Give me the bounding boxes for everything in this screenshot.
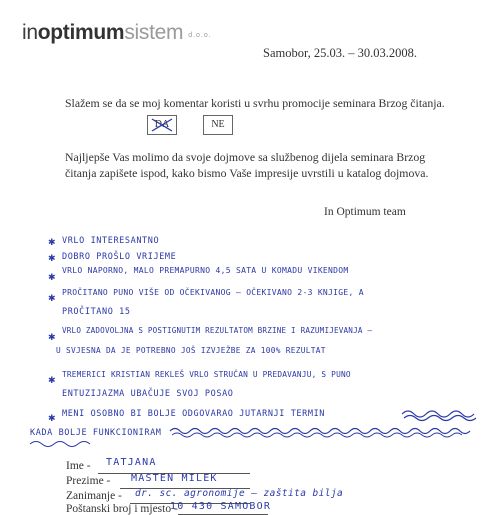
bullet-star-icon: ✱ [48,254,56,264]
handwritten-line: KADA BOLJE FUNKCIONIRAM [30,428,162,438]
bullet-star-icon: ✱ [48,376,56,386]
company-logo [22,21,212,45]
handwritten-line: MENI OSOBNO BI BOLJE ODGOVARAO JUTARNJI TERMIN [62,409,326,419]
logo-part-optimum: optimum [37,21,125,44]
checkbox-da[interactable] [147,115,177,135]
handwritten-line: U SVJESNA DA JE POTREBNO JOŠ IZVJEŽBE ZA 100% REZULTAT [56,346,326,355]
posta-label: Poštanski broj i mjesto - [66,503,178,515]
team-signature: In Optimum team [324,206,406,218]
consent-text: Slažem se da se moj komentar koristi u svrhu promocije seminara Brzog čitanja. [65,96,445,110]
handwritten-line: TREMERICI KRISTIAN REKLEŠ VRLO STRUČAN U PREDAVANJU, S PUNO [62,370,351,379]
handwritten-line: VRLO INTERESANTNO [62,236,160,246]
checkbox-ne-label: NE [211,119,225,130]
prezime-field[interactable]: MASTEN MILEK [131,473,218,484]
posta-field[interactable]: 10 430 SAMOBOR [170,501,272,512]
bullet-star-icon: ✱ [48,273,56,283]
handwritten-line: DOBRO PROŠLO VRIJEME [62,252,177,262]
check-mark-icon [148,116,176,134]
request-line-1: Najljepše Vas molimo da svoje dojmove sa službenog dijela seminara Brzog [65,150,426,164]
handwritten-line: VRLO NAPORNO, MALO PREMAPURNO 4,5 SATA U KOMADU VIKENDOM [62,266,349,275]
zanimanje-label: Zanimanje - [66,490,122,502]
handwritten-line: PROČITANO 15 [62,307,131,317]
handwritten-line: VRLO ZADOVOLJNA S POSTIGNUTIM REZULTATOM BRZINE I RAZUMIJEVANJA – [62,326,373,335]
checkbox-ne[interactable] [203,115,233,135]
logo-part-sistem: sistem [124,21,184,44]
prezime-label: Prezime - [66,475,111,487]
request-line-2: čitanja zapišete ispod, kako bismo Vaše impresije uvrstili u katalog dojmova. [65,166,429,180]
handwritten-line: ENTUZIJAZMA UBAČUJE SVOJ POSAO [62,389,234,399]
ime-field[interactable]: TATJANA [106,457,157,468]
place-date: Samobor, 25.03. – 30.03.2008. [263,46,418,60]
bullet-star-icon: ✱ [48,294,56,304]
bullet-star-icon: ✱ [48,238,56,248]
handwritten-line: PROČITANO PUNO VIŠE OD OČEKIVANOG – OČEKIVANO 2-3 KNJIGE, A [62,288,364,297]
logo-suffix: d.o.o. [188,32,212,39]
logo-part-in: in [22,21,38,44]
ime-label: Ime - [66,460,91,472]
scribbled-out-text [0,400,500,450]
bullet-star-icon: ✱ [48,414,56,424]
checkbox-da-label: DA [154,119,170,130]
bullet-star-icon: ✱ [48,333,56,343]
zanimanje-field[interactable]: dr. sc. agronomije – zaštita bilja [135,488,344,499]
